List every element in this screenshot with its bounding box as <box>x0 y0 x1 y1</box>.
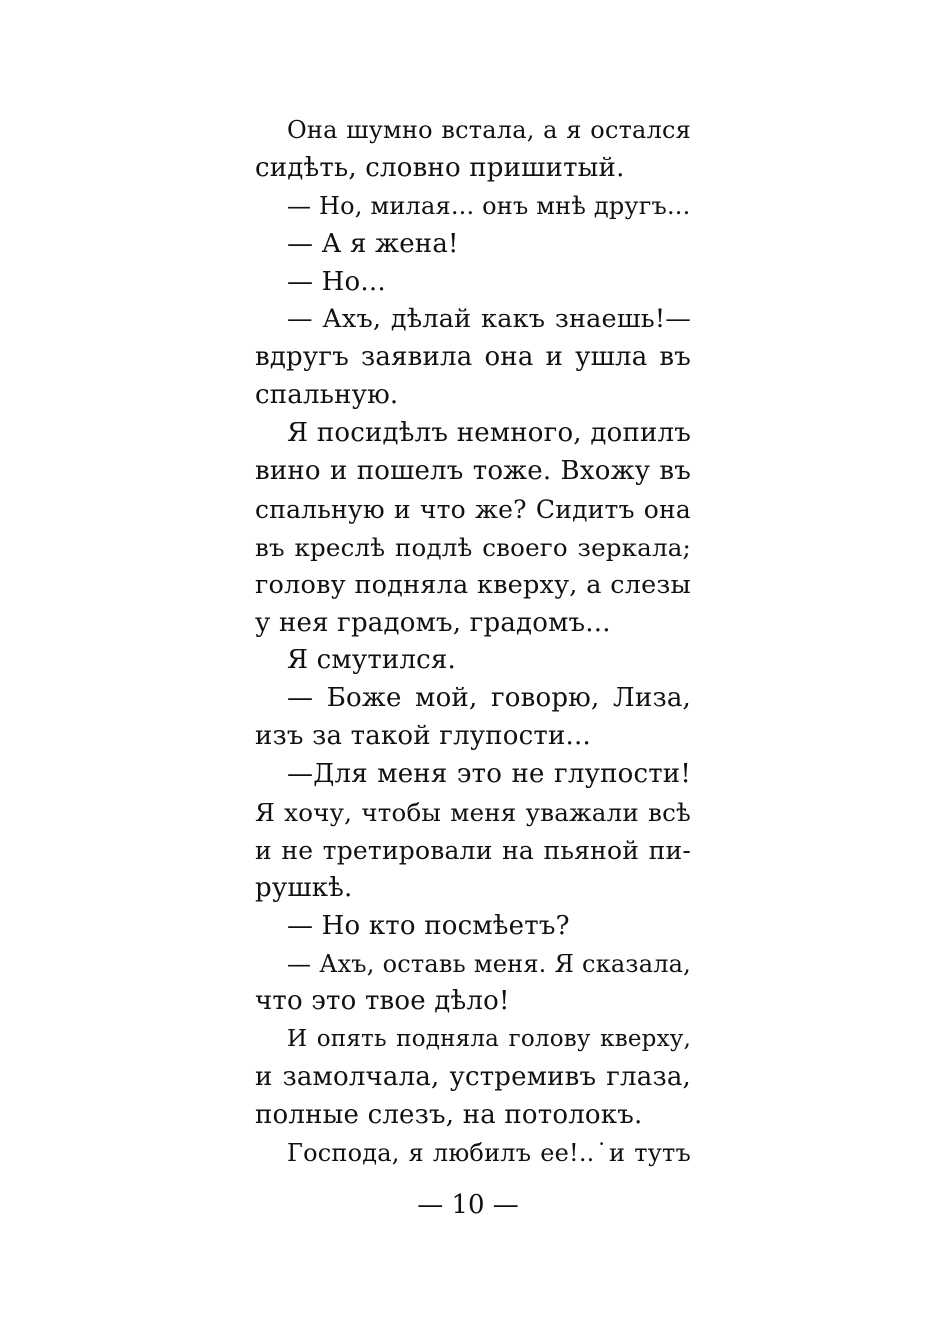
text-line: И опять подняла голову кверху, <box>287 1026 691 1053</box>
text-line: — Но... <box>287 266 386 297</box>
text-line: Я посидѣлъ немного, допилъ <box>287 418 691 449</box>
text-line: въ креслѣ подлѣ своего зеркала; <box>255 532 691 562</box>
text-line: спальную и что же? Сидитъ она <box>255 494 691 524</box>
text-line: — Но кто посмѣетъ? <box>287 910 570 941</box>
text-line: сидѣть, словно пришитый. <box>255 152 625 183</box>
text-line: голову подняла кверху, а слезы <box>255 569 691 600</box>
text-line: и не третировали на пьяной пи- <box>255 835 691 865</box>
text-line: изъ за такой глупости... <box>255 721 591 752</box>
text-line: —Для меня это не глупости! <box>287 759 691 790</box>
text-line: что это твое дѣло! <box>255 986 510 1017</box>
text-line: рушкѣ. <box>255 872 353 903</box>
text-line: — Боже мой, говорю, Лиза, <box>287 683 691 714</box>
body-text <box>255 112 691 1173</box>
text-line: — А я жена! <box>287 228 459 259</box>
text-line: — Но, милая... онъ мнѣ другъ... <box>287 191 691 220</box>
text-line: Я смутился. <box>287 645 457 676</box>
text-line: — Ахъ, дѣлай какъ знаешь!— <box>287 304 691 335</box>
page-number: — 10 — <box>417 1190 519 1220</box>
text-line: спальную. <box>255 380 399 411</box>
text-line: Господа, я любилъ ее!..˙и тутъ <box>287 1139 691 1168</box>
text-line: — Ахъ, оставь меня. Я сказала, <box>287 949 691 978</box>
text-line: Я хочу, чтобы меня уважали всѣ <box>255 798 691 828</box>
text-line: вдругъ заявила она и ушла въ <box>255 342 691 373</box>
text-line: вино и пошелъ тоже. Вхожу въ <box>255 456 691 487</box>
text-line: полные слезъ, на потолокъ. <box>255 1100 643 1131</box>
text-line: и замолчала, устремивъ глаза, <box>255 1062 691 1093</box>
text-line: Она шумно встала, а я остался <box>287 116 691 144</box>
text-line: у нея градомъ, градомъ... <box>255 607 611 638</box>
